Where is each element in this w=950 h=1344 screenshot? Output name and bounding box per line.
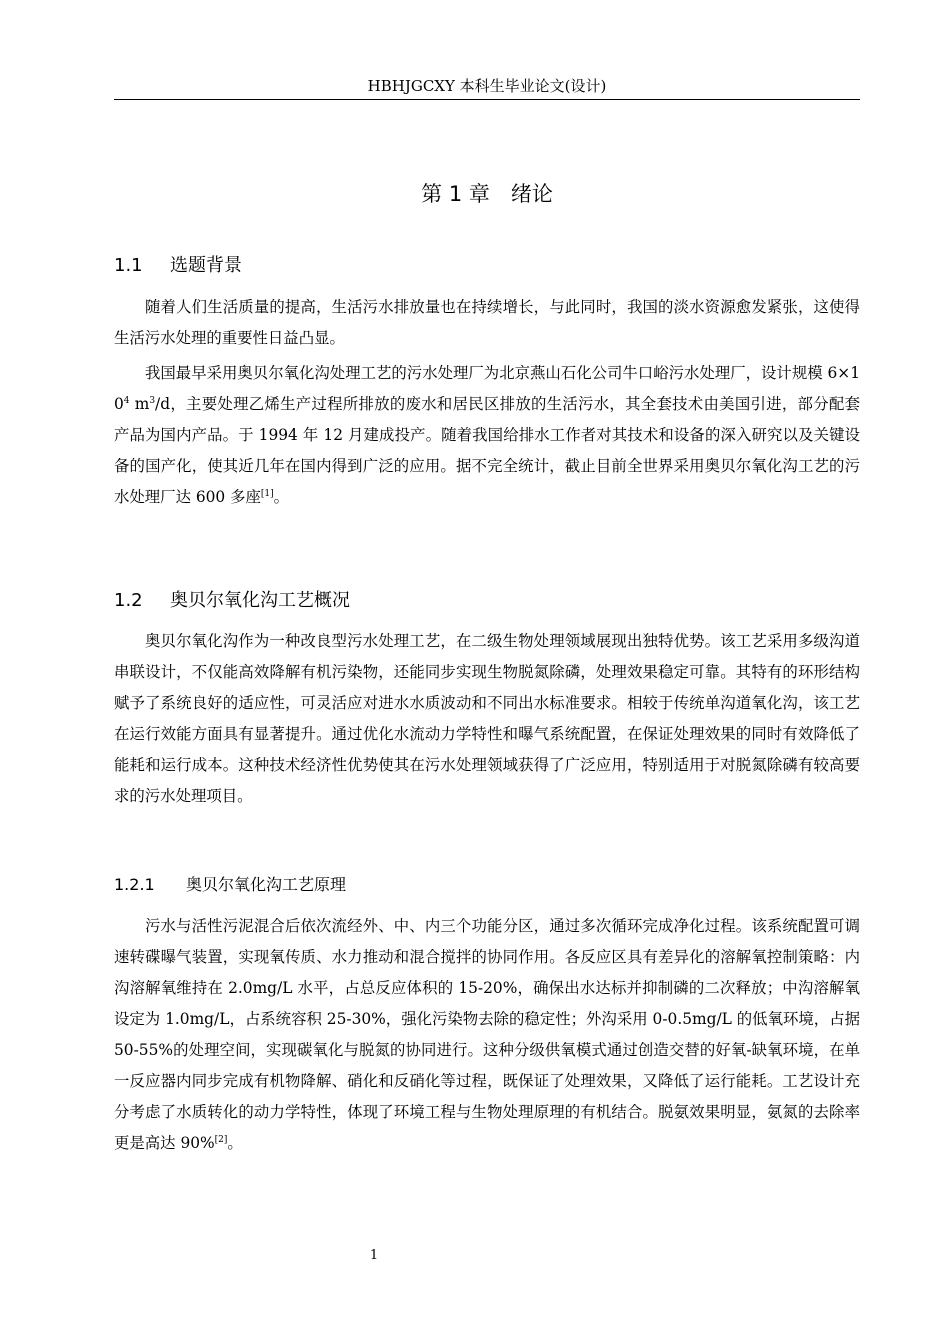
section-heading-1-2-1	[114, 874, 346, 896]
citation-ref[interactable]: [2]	[214, 1134, 228, 1145]
section-title: 奥贝尔氧化沟工艺概况	[170, 590, 350, 611]
section-heading-1-2	[114, 589, 350, 613]
page-header: HBHJGCXY 本科生毕业论文(设计)	[367, 77, 607, 95]
section-heading-1-1	[114, 254, 242, 278]
superscript: 3	[149, 395, 156, 406]
section-title: 奥贝尔氧化沟工艺原理	[186, 875, 347, 894]
paragraph	[114, 358, 860, 513]
paragraph	[114, 911, 860, 1159]
superscript: 4	[123, 395, 130, 406]
paragraph: 奥贝尔氧化沟作为一种改良型污水处理工艺，在二级生物处理领域展现出独特优势。该工艺采用多级沟道串联设计，不仅能高效降解有机污染物，还能同步实现生物脱氮除磷，处理效果稳定可靠。其特有的环形结构赋予了系统良好的适应性，可灵活应对进水水质波动和不同出水标准要求。相较于传统单沟道氧化沟，该工艺在运行效能方面具有显著提升。通过优化水流动力学特性和曝气系统配置，在保证处理效果的同时有效降低了能耗和运行成本。这种技术经济性优势使其在污水处理领域获得了广泛应用，特别适用于对脱氮除磷有较高要求的污水处理项目。	[114, 632, 860, 805]
section-number: 1.2	[114, 590, 143, 611]
text-run: m	[129, 395, 150, 413]
section-number: 1.1	[114, 255, 143, 276]
text-run: 。	[227, 1134, 243, 1152]
text-run: 我国最早采用奥贝尔氧化沟处理工艺的污水处理厂为北京燕山石化公司牛口峪污水处理厂，设计规模 6×10	[114, 364, 860, 413]
text-run: 污水与活性污泥混合后依次流经外、中、内三个功能分区，通过多次循环完成净化过程。该系统配置可调速转碟曝气装置，实现氧传质、水力推动和混合搅拌的协同作用。各反应区具有差异化的溶解氧控制策略：内沟溶解氧维持在 2.0mg/L 水平，占总反应体积的 15-20%，确保出水达标并抑制磷的二次释放；中沟溶解氧设定为 1.0mg/L，占系统容积 25-30%，强化污染物去除的稳定性；外沟采用 0-0.5mg/L 的低氧环境，占据 50-55%的处理空间，实现碳氧化与脱氮的协同进行。这种分级供氧模式通过创造交替的好氧-缺氧环境，在单一反应器内同步完成有机物降解、硝化和反硝化等过程，既保证了处理效果，又降低了运行能耗。工艺设计充分考虑了水质转化的动力学特性，体现了环境工程与生物处理原理的有机结合。脱氨效果明显，氨氮的去除率更是高达 90%	[114, 917, 860, 1152]
citation-ref[interactable]: [1]	[260, 488, 274, 499]
text-run: 。	[273, 488, 290, 506]
chapter-title: 第 1 章 绪论	[421, 182, 553, 206]
header-rule	[114, 99, 860, 100]
page-number: 1	[369, 1248, 379, 1263]
paragraph: 随着人们生活质量的提高，生活污水排放量也在持续增长，与此同时，我国的淡水资源愈发紧张，这使得生活污水处理的重要性日益凸显。	[114, 298, 860, 347]
section-title: 选题背景	[170, 255, 242, 276]
section-number: 1.2.1	[114, 875, 155, 894]
text-run: /d，主要处理乙烯生产过程所排放的废水和居民区排放的生活污水，其全套技术由美国引进，部分配套产品为国内产品。于 1994 年 12 月建成投产。随着我国给排水工作者对其技术和设备的深入研究以及关键设备的国产化，使其近几年在国内得到广泛的应用。据不完全统计，截止目前全世界采用奥贝尔氧化沟工艺的污水处理厂达 600 多座	[114, 395, 860, 506]
